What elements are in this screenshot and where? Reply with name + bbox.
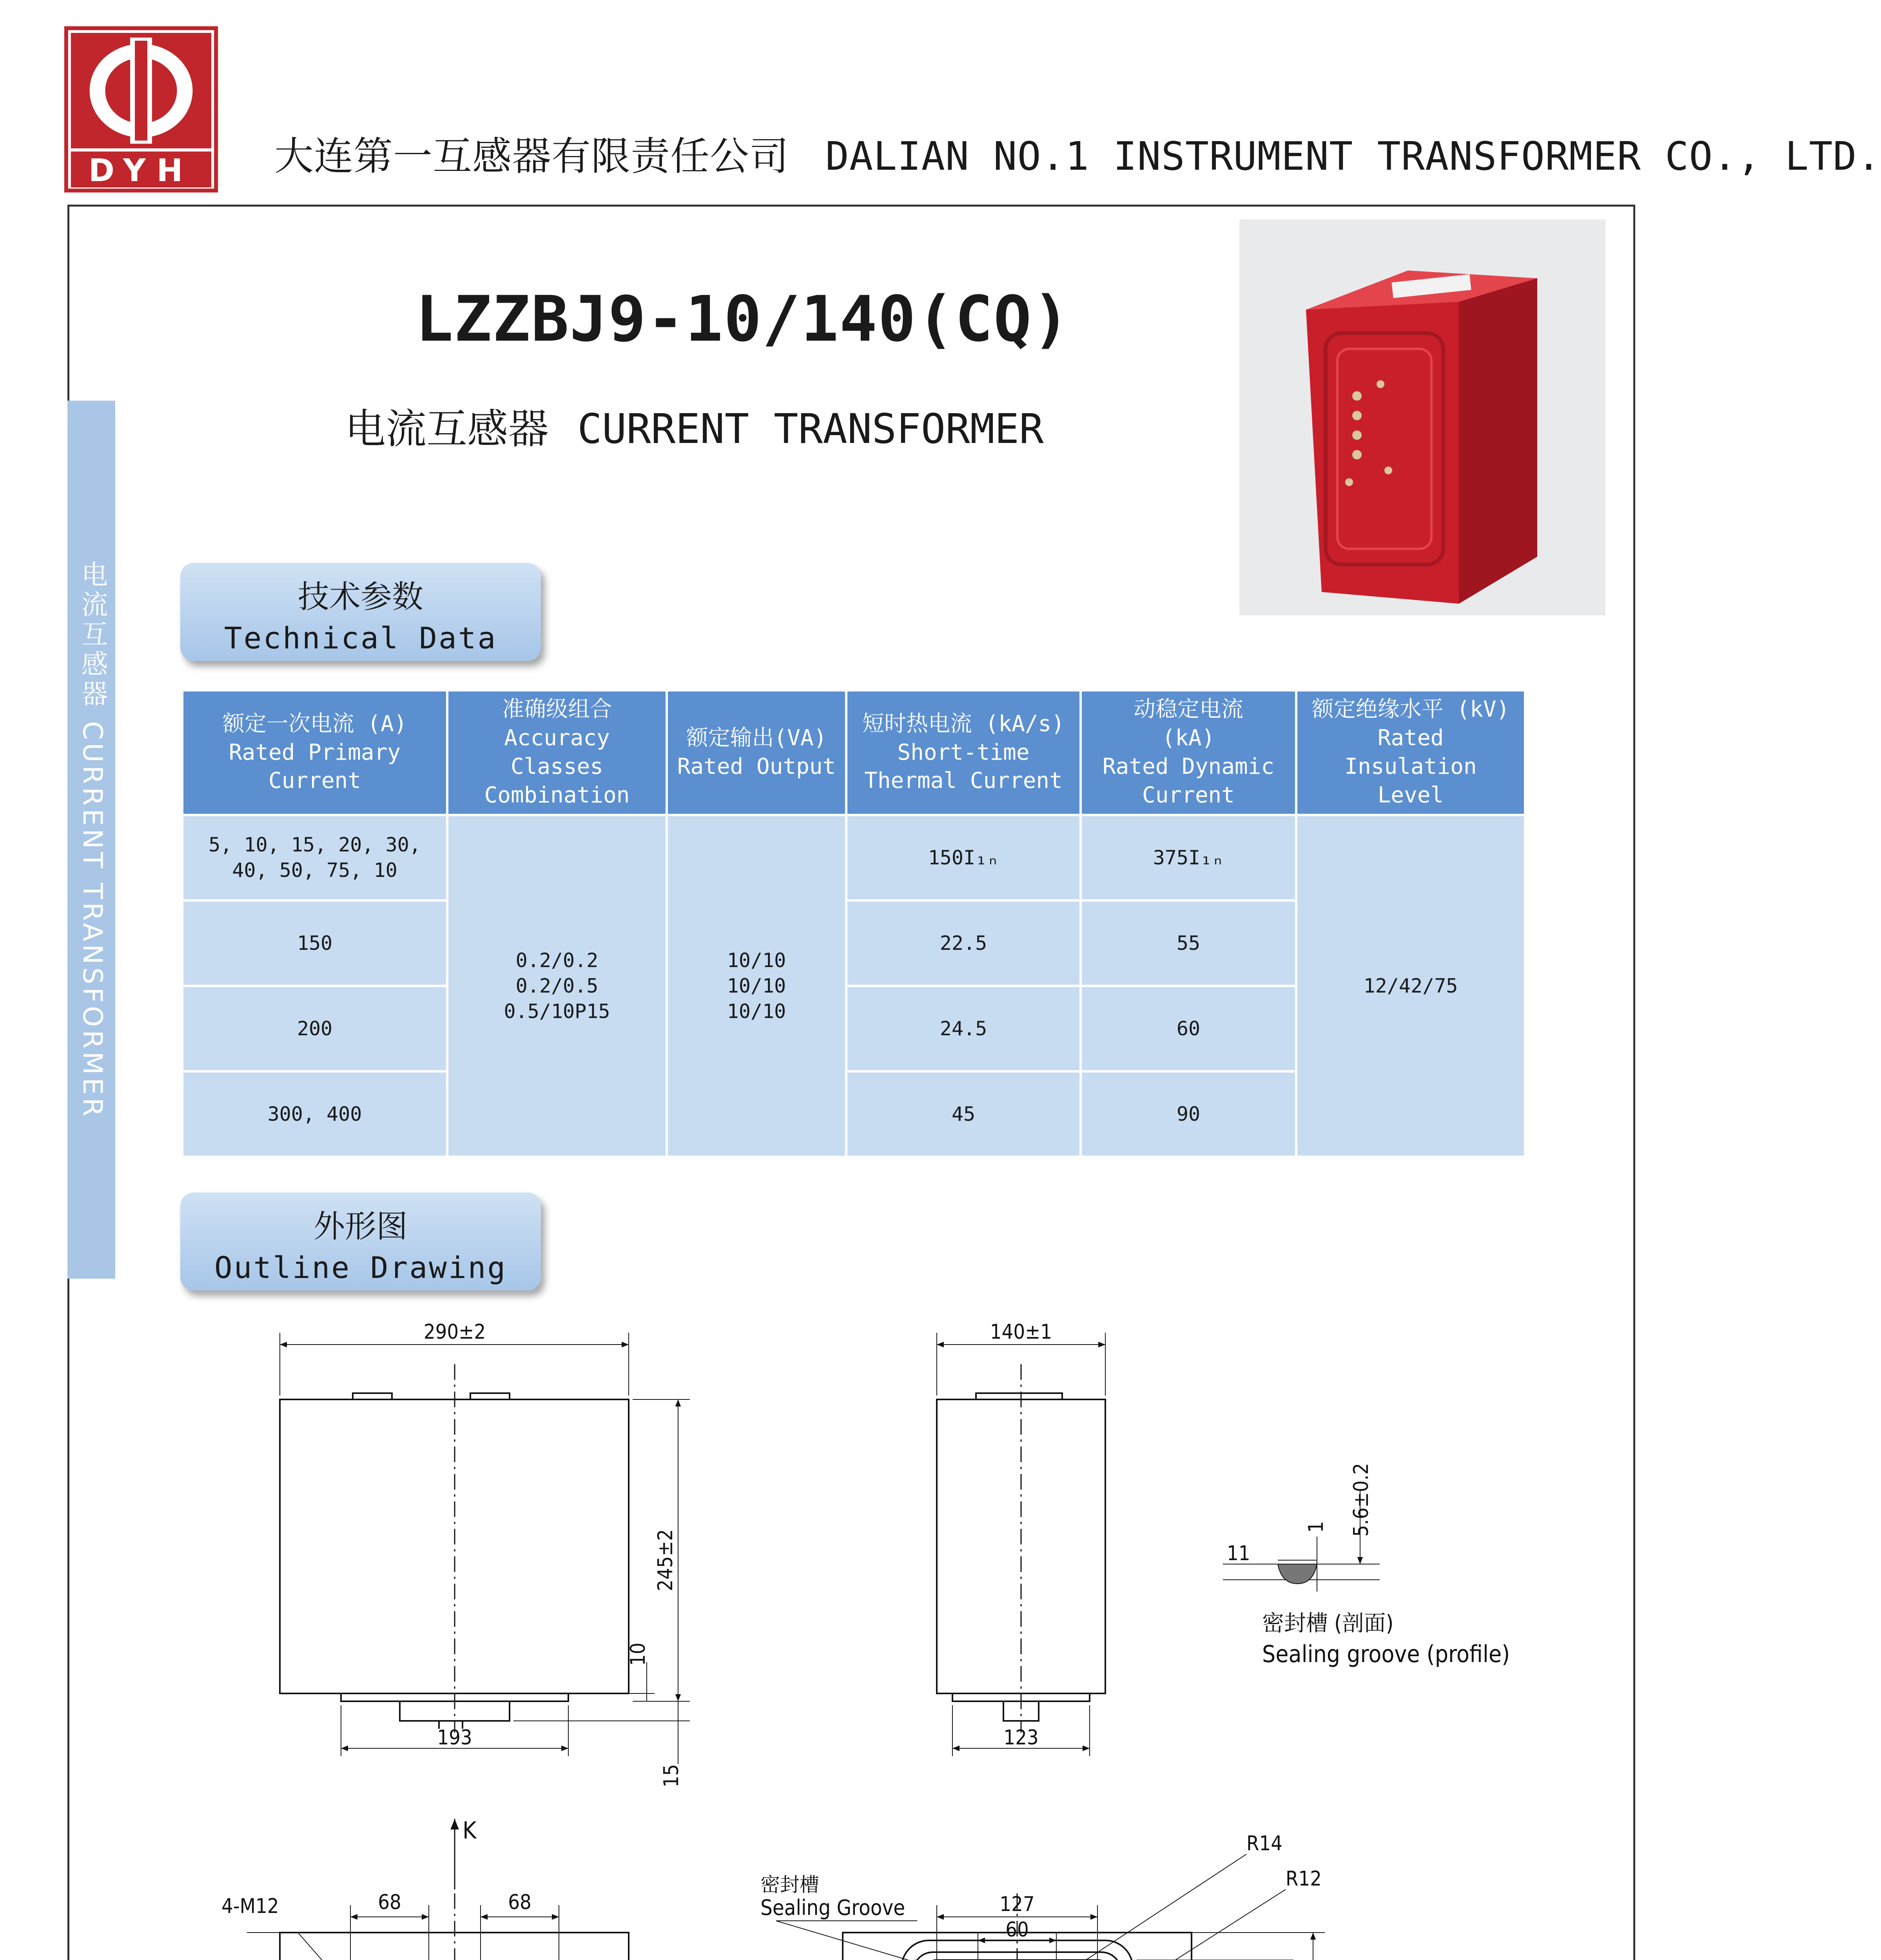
- row1-primary-current: 5, 10, 15, 20, 30, 40, 50, 75, 10: [183, 816, 446, 899]
- side-view: [937, 1333, 1105, 1756]
- front-dim-15: 15: [660, 1764, 683, 1788]
- company-name: [274, 125, 1881, 181]
- side-base-dim: 123: [1003, 1726, 1039, 1749]
- outline-drawing-en: Outline Drawing: [214, 1250, 507, 1285]
- rated-output-cell: 10/10 10/10 10/10: [668, 816, 845, 1156]
- logo-text: DYH: [88, 152, 194, 189]
- groove-dim-1: 1: [1304, 1521, 1328, 1533]
- spec-table: [183, 691, 1524, 1162]
- top-dim-68a: 68: [378, 1891, 401, 1914]
- header-rated-output: 额定输出(VA) Rated Output: [668, 691, 845, 814]
- front-height-dim: 245±2: [654, 1529, 677, 1592]
- side-tab-label: 电流互感器 CURRENT TRANSFORMER: [77, 561, 108, 1120]
- front-width-dim: 290±2: [423, 1320, 486, 1344]
- row2-primary-current: 150: [183, 902, 446, 985]
- top-view: [243, 1819, 670, 1960]
- groove-label-en: Sealing groove (profile): [1262, 1641, 1510, 1668]
- company-logo: [63, 25, 219, 194]
- row2-dynamic-current: 55: [1082, 902, 1295, 985]
- row2-thermal-current: 22.5: [847, 902, 1079, 985]
- technical-data-cn: 技术参数: [298, 579, 423, 615]
- row4-thermal-current: 45: [847, 1073, 1079, 1156]
- company-name-en: DALIAN NO.1 INSTRUMENT TRANSFORMER CO., LTD.: [825, 133, 1881, 179]
- technical-data-heading: [180, 563, 541, 661]
- company-name-cn: 大连第一互感器有限责任公司: [274, 133, 789, 179]
- top-bolt-label: 4-M12: [221, 1895, 279, 1918]
- groove-dim-5-6: 5.6±0.2: [1350, 1463, 1373, 1537]
- front-base-dim: 193: [437, 1726, 472, 1749]
- front-view: [280, 1333, 690, 1764]
- outline-drawing-cn: 外形图: [314, 1208, 408, 1245]
- groove-dim-11: 11: [1227, 1542, 1250, 1565]
- bottom-groove-cn: 密封槽: [760, 1873, 819, 1896]
- product-model: LZZBJ9-10/140(CQ): [415, 282, 1071, 356]
- top-dim-68b: 68: [508, 1891, 531, 1914]
- header-accuracy-classes: 准确级组合 Accuracy Classes Combination: [448, 691, 666, 814]
- side-tab-corner: [67, 1220, 115, 1279]
- accuracy-classes-cell: 0.2/0.2 0.2/0.5 0.5/10P15: [448, 816, 666, 1156]
- header-rated-insulation-level: 额定绝缘水平 (kV) Rated Insulation Level: [1297, 691, 1524, 814]
- row1-dynamic-current: 375I₁ₙ: [1082, 816, 1295, 899]
- row3-primary-current: 200: [183, 987, 446, 1070]
- row3-thermal-current: 24.5: [847, 987, 1079, 1070]
- side-width-dim: 140±1: [990, 1320, 1052, 1344]
- header-short-time-thermal-current: 短时热电流 (kA/s) Short-time Thermal Current: [847, 691, 1079, 814]
- bottom-groove-en: Sealing Groove: [760, 1895, 905, 1920]
- bottom-r14: R14: [1246, 1832, 1283, 1855]
- product-type-cn: 电流互感器: [345, 405, 549, 453]
- row4-dynamic-current: 90: [1082, 1073, 1295, 1156]
- product-type: [345, 396, 1044, 455]
- header-rated-primary-current: 额定一次电流 (A) Rated Primary Current: [183, 691, 446, 814]
- groove-label-cn: 密封槽 (剖面): [1262, 1611, 1394, 1636]
- technical-data-en: Technical Data: [224, 621, 497, 655]
- row4-primary-current: 300, 400: [183, 1073, 446, 1156]
- insulation-level-cell: 12/42/75: [1297, 816, 1524, 1156]
- header-rated-dynamic-current: 动稳定电流 (kA) Rated Dynamic Current: [1082, 691, 1295, 814]
- product-photo: [1239, 220, 1605, 615]
- bottom-dim-127: 127: [999, 1893, 1035, 1916]
- bottom-r12: R12: [1286, 1867, 1322, 1891]
- front-dim-10: 10: [626, 1642, 650, 1666]
- product-type-en: CURRENT TRANSFORMER: [577, 405, 1044, 453]
- outline-drawing-heading: [180, 1192, 541, 1290]
- top-view-k: K: [463, 1817, 477, 1844]
- row1-thermal-current: 150I₁ₙ: [847, 816, 1079, 899]
- row3-dynamic-current: 60: [1082, 987, 1295, 1070]
- bottom-dim-60: 60: [1005, 1918, 1029, 1942]
- outline-drawing: [188, 1294, 1584, 1960]
